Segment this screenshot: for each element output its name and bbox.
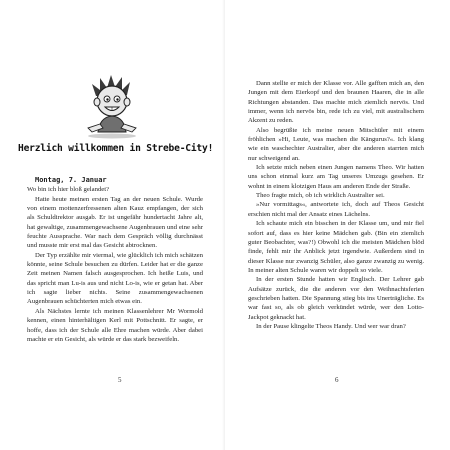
paragraph: Der Typ erzählte mir viermal, wie glücklich ich mich schätzen könnte, seine Schule besuchen zu dürfen. Leider hat er die ganze Zeit meinen Namen falsch ausgesprochen. Ich heiße Luis, und das spricht man Lu-is aus und nicht Lo-is, wie er getan hat. Aber ich sagte lieber nichts. Seine zusammengewachsenen Augenbrauen schüchterten mich etwas ein. xyxy=(27,251,203,306)
paragraph: Also begrüßte ich meine neuen Mitschüler mit einem fröhlichen »Hi, Leute, was machen die Kängurus?«. Ich klang wie ein waschechter Australier, aber die anderen starrten mich nur schweigend an. xyxy=(248,126,424,162)
paragraph: Dann stellte er mich der Klasse vor. Alle gafften mich an, den Jungen mit dem Eierkopf und den braunen Haaren, die in alle Richtungen abstanden. Das machte mich ziemlich nervös. Und immer, wenn ich nervös bin, rede ich zu viel, mit australischem Akzent zu reden. xyxy=(248,80,424,125)
paragraph: Ich setzte mich neben einen Jungen namens Theo. Wir hatten uns schon einmal kurz am Tag unseres Umzugs gesehen. Er wohnt in einem klotzigen Haus am anderen Ende der Straße. xyxy=(248,164,424,190)
right-page xyxy=(225,0,450,450)
paragraph: Als Nächstes lernte ich meinen Klassenlehrer Mr Wormold kennen, einen hinterhältigen Kerl mit Pottschnitt. Er sagte, er hoffe, dass ich der Schule alle Ehre machen würde. Aber dabei machte er ein Gesicht, als würde er das stark bezweifeln. xyxy=(27,307,203,343)
paragraph: In der ersten Stunde hatten wir Englisch. Der Lehrer gab Aufsätze zurück, die die anderen vor den Weihnachtsferien geschrieben hatten. Die Spannung stieg bis ins Unerträgliche. Es war fast so, als ob gleich verkündet würde, wer den Lotto-Jackpot geknackt hat. xyxy=(248,276,424,321)
paragraph: Ich schaute mich ein bisschen in der Klasse um, und mir fiel sofort auf, dass es hier keine Mädchen gab. (Bin ein ziemlich guter Beobachter, was?!) Obwohl ich die meisten Mädchen blöd finde, fehlt mir ihr Anblick jetzt irgendwie. Außerdem sind in dieser Klasse nur zwanzig Schüler, also ganze zwanzig zu wenig. In meiner alten Schule waren wir doppelt so viele. xyxy=(248,220,424,274)
left-page-text xyxy=(27,176,203,344)
page-number: 6 xyxy=(335,376,339,384)
diary-dateline: Montag, 7. Januar xyxy=(35,176,107,184)
paragraph: »Nur vormittags«, antwortete ich, doch auf Theos Gesicht erschien nicht mal der Ansatz eines Lächelns. xyxy=(248,201,424,218)
page-number: 5 xyxy=(118,376,122,384)
paragraph: Hatte heute meinen ersten Tag an der neuen Schule. Wurde von einem mottenzerfressenen alten Kauz empfangen, der sich als Schuldirektor ausgab. Er ist ungefähr hundertacht Jahre alt, hat gewaltige, zusammengewachsene Augenbrauen und eine sehr feuchte Aussprache. War nach dem Gespräch völlig durchnässt und musste mir erst mal das Gesicht abtrocknen. xyxy=(27,195,203,250)
paragraph: Theo fragte mich, ob ich wirklich Australier sei. xyxy=(256,192,385,200)
right-page-text xyxy=(248,79,424,331)
paragraph: In der Pause klingelte Theos Handy. Und wer war dran? xyxy=(256,322,406,330)
cartoon-boy-illustration xyxy=(76,70,148,142)
paragraph: Wo bin ich hier bloß gelandet? xyxy=(27,186,110,194)
chapter-title: Herzlich willkommen in Strebe-City! xyxy=(18,143,214,154)
